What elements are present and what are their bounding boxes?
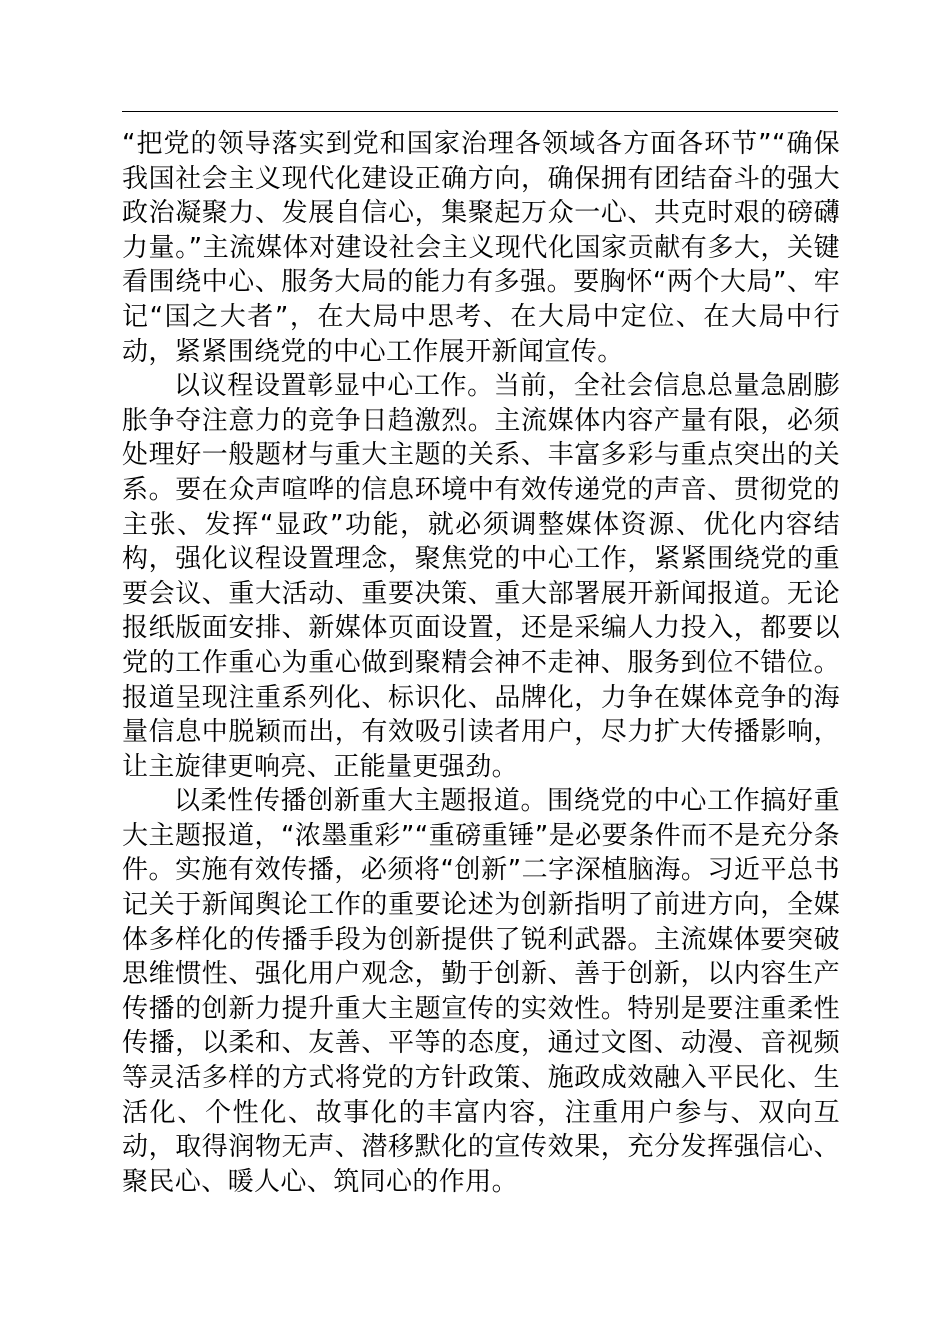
paragraph-3: 以柔性传播创新重大主题报道。围绕党的中心工作搞好重大主题报道，“浓墨重彩”“重磅重锤”是必要条件而不是充分条件。实施有效传播，必须将“创新”二字深植脑海。习近平总书记关于新闻舆论工作的重要论述为创新指明了前进方向，全媒体多样化的传播手段为创新提供了锐利武器。主流媒体要突破思维惯性、强化用户观念，勤于创新、善于创新，以内容生产传播的创新力提升重大主题宣传的实效性。特别是要注重柔性传播，以柔和、友善、平等的态度，通过文图、动漫、音视频等灵活多样的方式将党的方针政策、施政成效融入平民化、生活化、个性化、故事化的丰富内容，注重用户参与、双向互动，取得润物无声、潜移默化的宣传效果，充分发挥强信心、聚民心、暖人心、筑同心的作用。	[122, 786, 840, 1197]
paragraph-1: “把党的领导落实到党和国家治理各领域各方面各环节”“确保我国社会主义现代化建设正确方向，确保拥有团结奋斗的强大政治凝聚力、发展自信心，集聚起万众一心、共克时艰的磅礴力量。”主流媒体对建设社会主义现代化国家贡献有多大，关键看围绕中心、服务大局的能力有多强。要胸怀“两个大局”、牢记“国之大者”，在大局中思考、在大局中定位、在大局中行动，紧紧围绕党的中心工作展开新闻宣传。	[122, 129, 840, 367]
header-rule	[122, 111, 838, 112]
body-text	[122, 127, 840, 1199]
paragraph-2: 以议程设置彰显中心工作。当前，全社会信息总量急剧膨胀争夺注意力的竞争日趋激烈。主流媒体内容产量有限，必须处理好一般题材与重大主题的关系、丰富多彩与重点突出的关系。要在众声喧哗的信息环境中有效传递党的声音、贯彻党的主张、发挥“显政”功能，就必须调整媒体资源、优化内容结构，强化议程设置理念，聚焦党的中心工作，紧紧围绕党的重要会议、重大活动、重要决策、重大部署展开新闻报道。无论报纸版面安排、新媒体页面设置，还是采编人力投入，都要以党的工作重心为重心做到聚精会神不走神、服务到位不错位。报道呈现注重系列化、标识化、品牌化，力争在媒体竞争的海量信息中脱颖而出，有效吸引读者用户，尽力扩大传播影响，让主旋律更响亮、正能量更强劲。	[122, 371, 840, 782]
